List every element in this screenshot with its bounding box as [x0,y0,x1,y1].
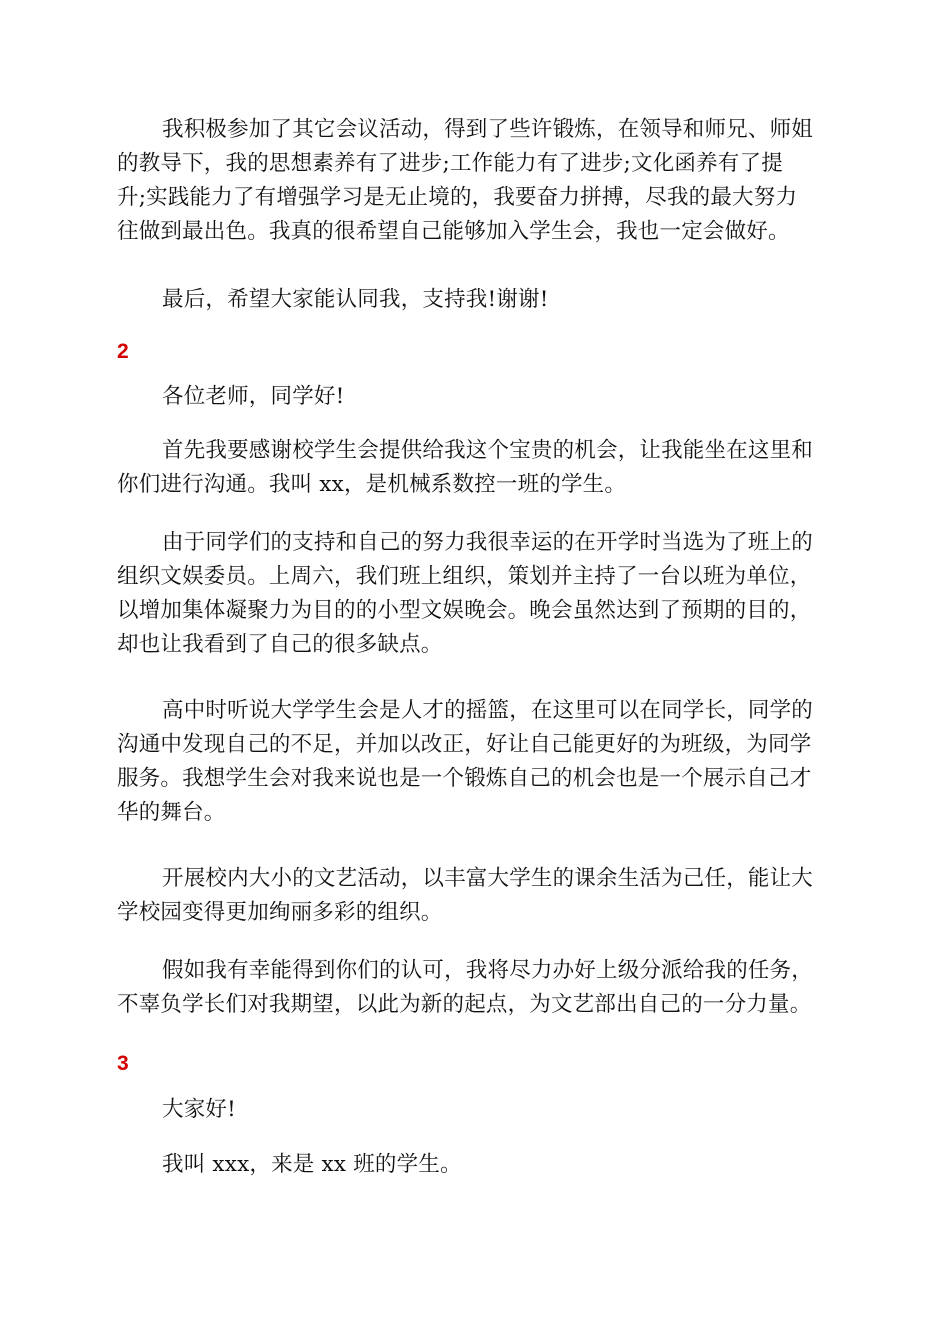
text-line: 假如我有幸能得到你们的认可，我将尽力办好上级分派给我的任务， [162,958,814,983]
section-2-paragraph [117,954,837,1022]
paragraph [117,434,837,502]
text-line: 开展校内大小的文艺活动，以丰富大学生的课余生活为己任，能让大 [162,866,814,891]
text-line: 组织文娱委员。上周六，我们班上组织，策划并主持了一台以班为单位， [117,564,812,589]
section-number: 2 [117,340,129,363]
paragraph [117,283,837,317]
text-line: 以增加集体凝聚力为目的的小型文娱晚会。晚会虽然达到了预期的目的， [117,598,812,623]
section-2-paragraph [117,862,837,930]
text-line: 沟通中发现自己的不足，并加以改正，好让自己能更好的为班级，为同学 [117,732,812,757]
text-line: 往做到最出色。我真的很希望自己能够加入学生会，我也一定会做好。 [117,219,790,244]
text-line: 升;实践能力了有增强学习是无止境的，我要奋力拼搏，尽我的最大努力 [117,185,798,210]
text-line: 大家好! [162,1097,236,1122]
text-line: 不辜负学长们对我期望，以此为新的起点，为文艺部出自己的一分力量。 [117,992,812,1017]
section-1 [117,113,837,249]
text-line: 华的舞台。 [117,800,226,825]
section-1-closing [117,283,837,317]
paragraph [117,1093,837,1127]
section-2-paragraph [117,434,837,502]
text-line: 首先我要感谢校学生会提供给我这个宝贵的机会，让我能坐在这里和 [162,438,814,463]
text-line: 由于同学们的支持和自己的努力我很幸运的在开学时当选为了班上的 [162,530,814,555]
section-number: 3 [117,1052,129,1075]
paragraph [117,1148,837,1182]
text-line: 高中时听说大学学生会是人才的摇篮，在这里可以在同学长，同学的 [162,698,814,723]
paragraph [117,113,837,249]
section-2-greeting [117,380,837,414]
text-line: 各位老师，同学好! [162,384,345,409]
paragraph [117,954,837,1022]
text-line: 最后，希望大家能认同我，支持我!谢谢! [162,287,549,312]
text-line: 我叫 xxx，来是 xx 班的学生。 [162,1152,462,1177]
section-2-paragraph [117,694,837,830]
document-page [117,0,837,1344]
text-line: 却也让我看到了自己的很多缺点。 [117,632,443,657]
text-line: 你们进行沟通。我叫 xx，是机械系数控一班的学生。 [117,472,627,497]
section-3-paragraph [117,1148,837,1182]
text-line: 的教导下，我的思想素养有了进步;工作能力有了进步;文化函养有了提 [117,151,783,176]
text-line: 学校园变得更加绚丽多彩的组织。 [117,900,443,925]
section-3-greeting [117,1093,837,1127]
text-line: 服务。我想学生会对我来说也是一个锻炼自己的机会也是一个展示自己才 [117,766,812,791]
paragraph [117,862,837,930]
text-line: 我积极参加了其它会议活动，得到了些许锻炼，在领导和师兄、师姐 [162,117,814,142]
paragraph [117,380,837,414]
paragraph [117,694,837,830]
paragraph [117,526,837,662]
section-2-paragraph [117,526,837,662]
